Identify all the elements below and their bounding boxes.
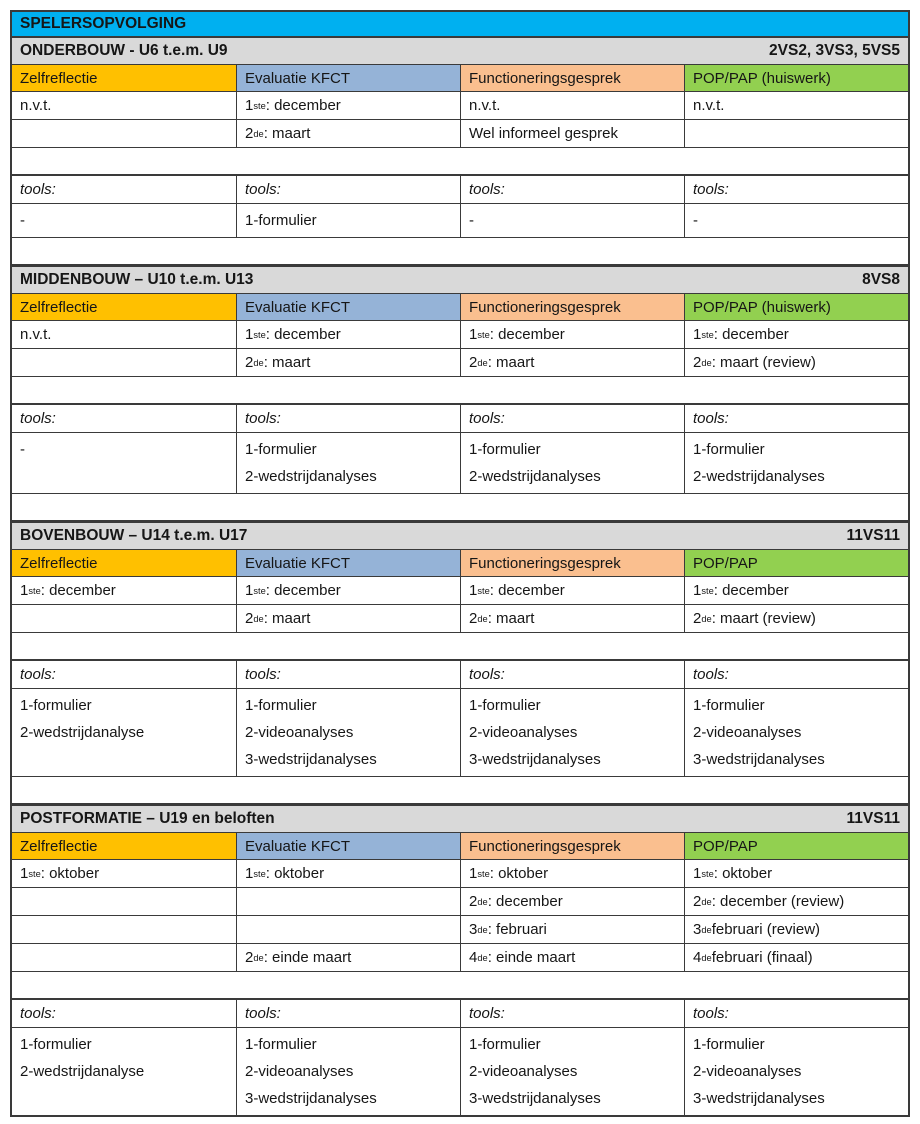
- tool-item: -: [20, 441, 25, 458]
- tool-item: 1-formulier: [245, 697, 317, 714]
- tools-cell: [684, 1028, 908, 1115]
- cell: Wel informeel gesprek: [460, 120, 684, 147]
- spelersopvolging-table: [10, 10, 910, 1117]
- section-header: [12, 36, 908, 64]
- cell: n.v.t.: [20, 326, 52, 343]
- column-header-evaluatie-kfct: Evaluatie KFCT: [236, 550, 460, 576]
- cell: [236, 916, 460, 943]
- section-title: BOVENBOUW – U14 t.e.m. U17: [20, 527, 248, 544]
- tool-item: 3-wedstrijdanalyses: [245, 1090, 377, 1107]
- tools-label-row: [12, 404, 908, 432]
- section-title: MIDDENBOUW – U10 t.e.m. U13: [20, 271, 254, 288]
- cell: 1 ste : december: [236, 577, 460, 604]
- tool-item: 2-wedstrijdanalyse: [20, 1063, 145, 1080]
- cell: [12, 944, 236, 971]
- column-header-zelfreflectie: Zelfreflectie: [12, 65, 236, 91]
- tools-cell: [12, 1028, 236, 1115]
- cell: 4 de : einde maart: [460, 944, 684, 971]
- cell: 2 de : maart: [460, 349, 684, 376]
- tools-label: tools:: [236, 1000, 460, 1027]
- cell: 1 ste : december: [684, 321, 908, 348]
- tool-item: 2-videoanalyses: [469, 1063, 578, 1080]
- tool-item: -: [20, 212, 25, 229]
- tools-label: tools:: [460, 176, 684, 203]
- cell: 2 de : maart: [236, 120, 460, 147]
- cell: 2 de : maart: [236, 605, 460, 632]
- column-header-evaluatie-kfct: Evaluatie KFCT: [236, 833, 460, 859]
- tools-label: tools:: [460, 405, 684, 432]
- tool-item: 2-wedstrijdanalyses: [469, 468, 601, 485]
- section-format-code: 8VS8: [862, 271, 900, 288]
- table-row: [12, 604, 908, 632]
- column-header-zelfreflectie: Zelfreflectie: [12, 833, 236, 859]
- column-header-functioneringsgesprek: Functioneringsgesprek: [460, 294, 684, 320]
- cell: 1 ste : oktober: [684, 860, 908, 887]
- tools-cell: [684, 689, 908, 776]
- tool-item: 1-formulier: [20, 697, 92, 714]
- tools-cell: [460, 204, 684, 237]
- cell: n.v.t.: [684, 92, 908, 119]
- tools-label: tools:: [236, 661, 460, 688]
- table-row: [12, 119, 908, 147]
- cell: 2 de : maart: [236, 349, 460, 376]
- cell: [12, 916, 236, 943]
- table-row: [12, 91, 908, 119]
- tools-label: tools:: [684, 661, 908, 688]
- tool-item: 3-wedstrijdanalyses: [693, 1090, 825, 1107]
- tool-item: 2-videoanalyses: [245, 1063, 354, 1080]
- tools-label: tools:: [20, 666, 56, 683]
- section-title: ONDERBOUW - U6 t.e.m. U9: [20, 42, 228, 59]
- section-header: [12, 804, 908, 832]
- cell: 1 ste : december: [460, 577, 684, 604]
- tools-cell: [684, 433, 908, 493]
- tool-item: 1-formulier: [469, 1036, 541, 1053]
- tool-item: 1-formulier: [20, 1036, 92, 1053]
- tools-label: tools:: [460, 1000, 684, 1027]
- cell: [684, 120, 908, 147]
- section-format-code: 11VS11: [846, 810, 900, 827]
- tool-item: 1-formulier: [245, 1036, 317, 1053]
- section-format-code: 2VS2, 3VS3, 5VS5: [769, 42, 900, 59]
- tool-item: 3-wedstrijdanalyses: [469, 751, 601, 768]
- tool-item: 1-formulier: [693, 441, 765, 458]
- cell: [12, 888, 236, 915]
- tool-item: 1-formulier: [245, 441, 317, 458]
- tool-item: 2-wedstrijdanalyses: [245, 468, 377, 485]
- section-header: [12, 265, 908, 293]
- cell: 2 de : maart: [460, 605, 684, 632]
- table-row: [12, 915, 908, 943]
- cell: 1 ste : oktober: [20, 865, 100, 882]
- spacer-row: [12, 493, 908, 521]
- tools-cell: [236, 433, 460, 493]
- tools-label: tools:: [460, 661, 684, 688]
- tool-item: 1-formulier: [693, 697, 765, 714]
- tools-cell: [12, 433, 236, 493]
- tool-item: -: [469, 212, 474, 229]
- tools-cell: [684, 204, 908, 237]
- cell: n.v.t.: [460, 92, 684, 119]
- tool-item: 1-formulier: [693, 1036, 765, 1053]
- spacer-row: [12, 632, 908, 660]
- tools-cell: [12, 204, 236, 237]
- column-header-functioneringsgesprek: Functioneringsgesprek: [460, 833, 684, 859]
- tools-content-row: [12, 1027, 908, 1115]
- tools-content-row: [12, 203, 908, 237]
- tools-cell: [460, 433, 684, 493]
- table-row: [12, 859, 908, 887]
- tools-label: tools:: [684, 1000, 908, 1027]
- tools-cell: [236, 204, 460, 237]
- section-header: [12, 521, 908, 549]
- cell: 2 de : december: [460, 888, 684, 915]
- tool-item: 1-formulier: [469, 441, 541, 458]
- spacer-row: [12, 147, 908, 175]
- tools-cell: [236, 1028, 460, 1115]
- cell: [12, 349, 236, 376]
- section-onderbouw: [12, 36, 908, 265]
- tools-content-row: [12, 432, 908, 493]
- column-header-pop-pap: POP/PAP: [684, 550, 908, 576]
- cell: 1 ste : december: [236, 92, 460, 119]
- column-header-zelfreflectie: Zelfreflectie: [12, 294, 236, 320]
- table-row: [12, 943, 908, 971]
- cell: 1 ste : oktober: [236, 860, 460, 887]
- tools-label-row: [12, 999, 908, 1027]
- section-middenbouw: [12, 265, 908, 521]
- cell: [12, 120, 236, 147]
- tools-label: tools:: [20, 181, 56, 198]
- document-title: SPELERSOPVOLGING: [20, 15, 187, 32]
- table-row: [12, 887, 908, 915]
- column-header-zelfreflectie: Zelfreflectie: [12, 550, 236, 576]
- column-header-evaluatie-kfct: Evaluatie KFCT: [236, 65, 460, 91]
- table-row: [12, 576, 908, 604]
- cell: [236, 888, 460, 915]
- column-header-row: [12, 832, 908, 859]
- column-header-functioneringsgesprek: Functioneringsgesprek: [460, 550, 684, 576]
- spacer-row: [12, 376, 908, 404]
- cell: 2 de : maart (review): [684, 349, 908, 376]
- tools-label-row: [12, 175, 908, 203]
- cell: 2 de : december (review): [684, 888, 908, 915]
- cell: 1 ste : oktober: [460, 860, 684, 887]
- spacer-row: [12, 776, 908, 804]
- tool-item: 3-wedstrijdanalyses: [245, 751, 377, 768]
- cell: 3 de februari (review): [684, 916, 908, 943]
- tools-cell: [460, 689, 684, 776]
- tools-label: tools:: [20, 1005, 56, 1022]
- tool-item: 1-formulier: [469, 697, 541, 714]
- tool-item: 2-videoanalyses: [469, 724, 578, 741]
- tools-label-row: [12, 660, 908, 688]
- section-postformatie: [12, 804, 908, 1115]
- spacer-row: [12, 237, 908, 265]
- section-title: POSTFORMATIE – U19 en beloften: [20, 810, 275, 827]
- column-header-row: [12, 64, 908, 91]
- document-title-bar: [12, 12, 908, 36]
- section-format-code: 11VS11: [846, 527, 900, 544]
- tools-cell: [236, 689, 460, 776]
- tool-item: 1-formulier: [245, 212, 317, 229]
- tools-content-row: [12, 688, 908, 776]
- cell: 1 ste : december: [684, 577, 908, 604]
- tool-item: 2-wedstrijdanalyses: [693, 468, 825, 485]
- cell: 1 ste : december: [20, 582, 116, 599]
- tools-label: tools:: [684, 405, 908, 432]
- cell: n.v.t.: [20, 97, 52, 114]
- cell: 1 ste : december: [460, 321, 684, 348]
- column-header-functioneringsgesprek: Functioneringsgesprek: [460, 65, 684, 91]
- cell: 1 ste : december: [236, 321, 460, 348]
- table-row: [12, 348, 908, 376]
- tools-label: tools:: [684, 176, 908, 203]
- tools-label: tools:: [236, 405, 460, 432]
- tools-label: tools:: [236, 176, 460, 203]
- cell: 2 de : maart (review): [684, 605, 908, 632]
- tool-item: 2-videoanalyses: [693, 724, 802, 741]
- tools-label: tools:: [20, 410, 56, 427]
- column-header-row: [12, 293, 908, 320]
- cell: 3 de : februari: [460, 916, 684, 943]
- tool-item: 3-wedstrijdanalyses: [693, 751, 825, 768]
- tool-item: 2-wedstrijdanalyse: [20, 724, 145, 741]
- column-header-pop-pap: POP/PAP (huiswerk): [684, 65, 908, 91]
- spacer-row: [12, 971, 908, 999]
- tool-item: 2-videoanalyses: [245, 724, 354, 741]
- column-header-pop-pap: POP/PAP (huiswerk): [684, 294, 908, 320]
- table-row: [12, 320, 908, 348]
- tool-item: 3-wedstrijdanalyses: [469, 1090, 601, 1107]
- cell: [12, 605, 236, 632]
- column-header-pop-pap: POP/PAP: [684, 833, 908, 859]
- column-header-evaluatie-kfct: Evaluatie KFCT: [236, 294, 460, 320]
- tools-cell: [12, 689, 236, 776]
- cell: 4 de februari (finaal): [684, 944, 908, 971]
- tools-cell: [460, 1028, 684, 1115]
- cell: 2 de : einde maart: [236, 944, 460, 971]
- tool-item: -: [693, 212, 698, 229]
- tool-item: 2-videoanalyses: [693, 1063, 802, 1080]
- column-header-row: [12, 549, 908, 576]
- section-bovenbouw: [12, 521, 908, 804]
